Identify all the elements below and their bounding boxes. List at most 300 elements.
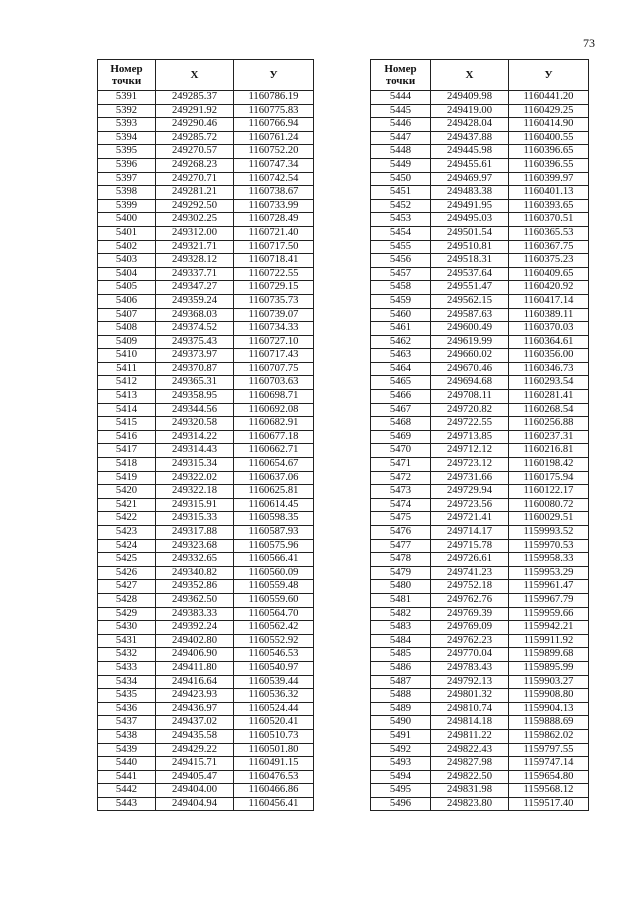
cell-x: 249317.88 (156, 526, 234, 540)
cell-y: 1160614.45 (234, 498, 314, 512)
table-row (371, 784, 589, 798)
cell-y: 1160707.75 (234, 362, 314, 376)
table-row (98, 621, 314, 635)
cell-point-number: 5456 (371, 254, 431, 268)
cell-x: 249822.43 (431, 743, 509, 757)
table-row (371, 661, 589, 675)
table-row (371, 512, 589, 526)
table-row (371, 254, 589, 268)
table-row (98, 403, 314, 417)
cell-point-number: 5414 (98, 403, 156, 417)
table-row (371, 716, 589, 730)
table-row (98, 661, 314, 675)
cell-point-number: 5430 (98, 621, 156, 635)
cell-x: 249402.80 (156, 634, 234, 648)
cell-point-number: 5459 (371, 294, 431, 308)
cell-x: 249752.18 (431, 580, 509, 594)
cell-point-number: 5400 (98, 213, 156, 227)
cell-y: 1160752.20 (234, 145, 314, 159)
cell-point-number: 5447 (371, 131, 431, 145)
cell-point-number: 5475 (371, 512, 431, 526)
cell-y: 1159747.14 (509, 757, 589, 771)
cell-y: 1159961.47 (509, 580, 589, 594)
table-row (98, 498, 314, 512)
cell-y: 1159959.66 (509, 607, 589, 621)
cell-y: 1159895.99 (509, 661, 589, 675)
table-row (98, 607, 314, 621)
cell-y: 1160370.51 (509, 213, 589, 227)
table-row (98, 254, 314, 268)
cell-x: 249720.82 (431, 403, 509, 417)
cell-x: 249383.33 (156, 607, 234, 621)
cell-y: 1160520.41 (234, 716, 314, 730)
cell-y: 1160216.81 (509, 444, 589, 458)
table-row (371, 458, 589, 472)
table-body-right (371, 91, 589, 811)
table-row (98, 784, 314, 798)
cell-y: 1160738.67 (234, 186, 314, 200)
cell-x: 249368.03 (156, 308, 234, 322)
cell-point-number: 5403 (98, 254, 156, 268)
cell-y: 1160739.07 (234, 308, 314, 322)
table-row (371, 213, 589, 227)
cell-y: 1160677.18 (234, 430, 314, 444)
table-row (98, 281, 314, 295)
cell-x: 249428.04 (431, 118, 509, 132)
table-row (371, 444, 589, 458)
cell-point-number: 5485 (371, 648, 431, 662)
cell-y: 1159958.33 (509, 553, 589, 567)
cell-y: 1160365.53 (509, 226, 589, 240)
cell-y: 1160566.41 (234, 553, 314, 567)
cell-x: 249314.43 (156, 444, 234, 458)
table-row (98, 648, 314, 662)
cell-point-number: 5472 (371, 471, 431, 485)
cell-point-number: 5469 (371, 430, 431, 444)
cell-y: 1160420.92 (509, 281, 589, 295)
cell-y: 1160637.06 (234, 471, 314, 485)
cell-y: 1160389.11 (509, 308, 589, 322)
cell-x: 249762.76 (431, 593, 509, 607)
cell-x: 249694.68 (431, 376, 509, 390)
cell-point-number: 5458 (371, 281, 431, 295)
cell-point-number: 5484 (371, 634, 431, 648)
cell-y: 1160654.67 (234, 458, 314, 472)
cell-y: 1160559.48 (234, 580, 314, 594)
cell-y: 1160562.42 (234, 621, 314, 635)
cell-x: 249770.04 (431, 648, 509, 662)
cell-y: 1160625.81 (234, 485, 314, 499)
cell-x: 249827.98 (431, 757, 509, 771)
cell-point-number: 5424 (98, 539, 156, 553)
table-row (98, 417, 314, 431)
cell-point-number: 5439 (98, 743, 156, 757)
cell-x: 249370.87 (156, 362, 234, 376)
cell-y: 1159654.80 (509, 770, 589, 784)
cell-x: 249723.56 (431, 498, 509, 512)
cell-x: 249337.71 (156, 267, 234, 281)
cell-point-number: 5476 (371, 526, 431, 540)
table-row (98, 743, 314, 757)
cell-y: 1159903.27 (509, 675, 589, 689)
cell-y: 1160539.44 (234, 675, 314, 689)
table-row (98, 145, 314, 159)
cell-x: 249375.43 (156, 335, 234, 349)
cell-point-number: 5445 (371, 104, 431, 118)
table-row (98, 580, 314, 594)
cell-y: 1160692.08 (234, 403, 314, 417)
table-row (98, 104, 314, 118)
table-row (98, 566, 314, 580)
table-row (98, 634, 314, 648)
cell-y: 1160414.90 (509, 118, 589, 132)
table-row (371, 349, 589, 363)
cell-point-number: 5443 (98, 797, 156, 811)
cell-y: 1160703.63 (234, 376, 314, 390)
cell-point-number: 5470 (371, 444, 431, 458)
cell-y: 1160729.15 (234, 281, 314, 295)
cell-x: 249359.24 (156, 294, 234, 308)
cell-y: 1160575.96 (234, 539, 314, 553)
table-row (371, 770, 589, 784)
cell-x: 249721.41 (431, 512, 509, 526)
table-row (371, 743, 589, 757)
cell-point-number: 5427 (98, 580, 156, 594)
cell-point-number: 5433 (98, 661, 156, 675)
table-row (98, 729, 314, 743)
cell-y: 1160409.65 (509, 267, 589, 281)
table-row (371, 145, 589, 159)
cell-point-number: 5397 (98, 172, 156, 186)
cell-x: 249409.98 (431, 91, 509, 105)
cell-x: 249415.71 (156, 757, 234, 771)
cell-y: 1160375.23 (509, 254, 589, 268)
cell-x: 249312.00 (156, 226, 234, 240)
cell-y: 1160256.88 (509, 417, 589, 431)
header-x: Х (431, 60, 509, 91)
cell-y: 1160735.73 (234, 294, 314, 308)
cell-x: 249314.22 (156, 430, 234, 444)
cell-x: 249416.64 (156, 675, 234, 689)
cell-point-number: 5435 (98, 689, 156, 703)
cell-x: 249510.81 (431, 240, 509, 254)
cell-y: 1159908.80 (509, 689, 589, 703)
cell-point-number: 5494 (371, 770, 431, 784)
cell-point-number: 5463 (371, 349, 431, 363)
cell-y: 1159899.68 (509, 648, 589, 662)
cell-x: 249290.46 (156, 118, 234, 132)
cell-y: 1160786.19 (234, 91, 314, 105)
cell-point-number: 5407 (98, 308, 156, 322)
cell-point-number: 5409 (98, 335, 156, 349)
table-row (371, 634, 589, 648)
table-row (371, 118, 589, 132)
cell-x: 249404.94 (156, 797, 234, 811)
cell-x: 249814.18 (431, 716, 509, 730)
cell-x: 249365.31 (156, 376, 234, 390)
cell-point-number: 5394 (98, 131, 156, 145)
cell-point-number: 5421 (98, 498, 156, 512)
cell-y: 1160456.41 (234, 797, 314, 811)
cell-y: 1160727.10 (234, 335, 314, 349)
table-row (371, 702, 589, 716)
cell-y: 1160734.33 (234, 322, 314, 336)
table-row (371, 471, 589, 485)
cell-y: 1160536.32 (234, 689, 314, 703)
cell-x: 249822.50 (431, 770, 509, 784)
cell-point-number: 5391 (98, 91, 156, 105)
cell-x: 249741.23 (431, 566, 509, 580)
cell-point-number: 5483 (371, 621, 431, 635)
table-row (98, 553, 314, 567)
cell-y: 1160721.40 (234, 226, 314, 240)
cell-point-number: 5467 (371, 403, 431, 417)
table-row (98, 485, 314, 499)
cell-x: 249551.47 (431, 281, 509, 295)
cell-point-number: 5432 (98, 648, 156, 662)
cell-x: 249731.66 (431, 471, 509, 485)
cell-point-number: 5395 (98, 145, 156, 159)
cell-point-number: 5431 (98, 634, 156, 648)
cell-point-number: 5413 (98, 390, 156, 404)
cell-point-number: 5417 (98, 444, 156, 458)
table-row (371, 158, 589, 172)
cell-y: 1160401.13 (509, 186, 589, 200)
cell-point-number: 5481 (371, 593, 431, 607)
table-row (371, 566, 589, 580)
cell-point-number: 5461 (371, 322, 431, 336)
cell-point-number: 5418 (98, 458, 156, 472)
cell-point-number: 5401 (98, 226, 156, 240)
cell-point-number: 5392 (98, 104, 156, 118)
table-row (98, 226, 314, 240)
cell-point-number: 5486 (371, 661, 431, 675)
cell-y: 1160400.55 (509, 131, 589, 145)
cell-x: 249501.54 (431, 226, 509, 240)
cell-y: 1160540.97 (234, 661, 314, 675)
cell-point-number: 5398 (98, 186, 156, 200)
cell-point-number: 5422 (98, 512, 156, 526)
cell-y: 1160560.09 (234, 566, 314, 580)
cell-y: 1159953.29 (509, 566, 589, 580)
table-row (371, 131, 589, 145)
cell-x: 249783.43 (431, 661, 509, 675)
cell-y: 1160466.86 (234, 784, 314, 798)
cell-y: 1160546.53 (234, 648, 314, 662)
cell-y: 1160370.03 (509, 322, 589, 336)
cell-x: 249358.95 (156, 390, 234, 404)
table-row (98, 757, 314, 771)
cell-y: 1160587.93 (234, 526, 314, 540)
cell-point-number: 5460 (371, 308, 431, 322)
cell-x: 249712.12 (431, 444, 509, 458)
table-row (98, 689, 314, 703)
cell-y: 1160598.35 (234, 512, 314, 526)
table-row (98, 512, 314, 526)
table-row (98, 213, 314, 227)
cell-point-number: 5416 (98, 430, 156, 444)
cell-x: 249411.80 (156, 661, 234, 675)
cell-x: 249435.58 (156, 729, 234, 743)
cell-y: 1160510.73 (234, 729, 314, 743)
table-row (98, 390, 314, 404)
cell-point-number: 5455 (371, 240, 431, 254)
cell-x: 249437.88 (431, 131, 509, 145)
cell-y: 1159568.12 (509, 784, 589, 798)
table-row (371, 294, 589, 308)
cell-point-number: 5453 (371, 213, 431, 227)
cell-x: 249332.65 (156, 553, 234, 567)
cell-y: 1160722.55 (234, 267, 314, 281)
cell-point-number: 5448 (371, 145, 431, 159)
cell-point-number: 5412 (98, 376, 156, 390)
cell-point-number: 5490 (371, 716, 431, 730)
table-row (98, 199, 314, 213)
table-row (371, 308, 589, 322)
cell-x: 249455.61 (431, 158, 509, 172)
cell-x: 249320.58 (156, 417, 234, 431)
cell-point-number: 5482 (371, 607, 431, 621)
table-row (98, 118, 314, 132)
cell-point-number: 5479 (371, 566, 431, 580)
cell-point-number: 5437 (98, 716, 156, 730)
cell-x: 249429.22 (156, 743, 234, 757)
cell-x: 249562.15 (431, 294, 509, 308)
table-row (98, 675, 314, 689)
cell-point-number: 5436 (98, 702, 156, 716)
cell-point-number: 5434 (98, 675, 156, 689)
cell-x: 249670.46 (431, 362, 509, 376)
cell-y: 1160293.54 (509, 376, 589, 390)
cell-x: 249406.90 (156, 648, 234, 662)
cell-x: 249729.94 (431, 485, 509, 499)
cell-x: 249810.74 (431, 702, 509, 716)
cell-y: 1160717.50 (234, 240, 314, 254)
cell-point-number: 5478 (371, 553, 431, 567)
cell-point-number: 5419 (98, 471, 156, 485)
table-row (371, 267, 589, 281)
cell-point-number: 5462 (371, 335, 431, 349)
cell-x: 249374.52 (156, 322, 234, 336)
table-row (371, 729, 589, 743)
cell-y: 1160775.83 (234, 104, 314, 118)
table-row (371, 417, 589, 431)
cell-point-number: 5411 (98, 362, 156, 376)
cell-x: 249321.71 (156, 240, 234, 254)
cell-point-number: 5440 (98, 757, 156, 771)
table-row (371, 322, 589, 336)
cell-point-number: 5487 (371, 675, 431, 689)
cell-point-number: 5425 (98, 553, 156, 567)
cell-y: 1160237.31 (509, 430, 589, 444)
cell-y: 1160367.75 (509, 240, 589, 254)
cell-x: 249587.63 (431, 308, 509, 322)
cell-x: 249405.47 (156, 770, 234, 784)
header-point-number: Номер точки (371, 60, 431, 91)
cell-x: 249495.03 (431, 213, 509, 227)
cell-point-number: 5441 (98, 770, 156, 784)
cell-y: 1160029.51 (509, 512, 589, 526)
cell-x: 249281.21 (156, 186, 234, 200)
table-row (98, 444, 314, 458)
table-row (371, 675, 589, 689)
cell-y: 1160396.55 (509, 158, 589, 172)
cell-x: 249491.95 (431, 199, 509, 213)
cell-y: 1160682.91 (234, 417, 314, 431)
cell-y: 1159993.52 (509, 526, 589, 540)
table-row (98, 539, 314, 553)
cell-point-number: 5446 (371, 118, 431, 132)
cell-x: 249769.39 (431, 607, 509, 621)
cell-y: 1160718.41 (234, 254, 314, 268)
cell-point-number: 5404 (98, 267, 156, 281)
cell-y: 1160564.70 (234, 607, 314, 621)
cell-x: 249323.68 (156, 539, 234, 553)
cell-x: 249714.17 (431, 526, 509, 540)
cell-y: 1160393.65 (509, 199, 589, 213)
cell-x: 249619.99 (431, 335, 509, 349)
cell-x: 249423.93 (156, 689, 234, 703)
table-row (98, 308, 314, 322)
cell-point-number: 5492 (371, 743, 431, 757)
cell-y: 1160698.71 (234, 390, 314, 404)
cell-x: 249811.22 (431, 729, 509, 743)
cell-x: 249285.37 (156, 91, 234, 105)
cell-point-number: 5429 (98, 607, 156, 621)
cell-y: 1160268.54 (509, 403, 589, 417)
cell-point-number: 5442 (98, 784, 156, 798)
cell-y: 1159517.40 (509, 797, 589, 811)
cell-y: 1159904.13 (509, 702, 589, 716)
cell-x: 249352.86 (156, 580, 234, 594)
table-row (98, 376, 314, 390)
coordinates-table-right (370, 59, 589, 811)
table-row (98, 172, 314, 186)
cell-point-number: 5426 (98, 566, 156, 580)
cell-point-number: 5468 (371, 417, 431, 431)
table-row (98, 593, 314, 607)
table-row (371, 376, 589, 390)
cell-y: 1160175.94 (509, 471, 589, 485)
cell-y: 1160346.73 (509, 362, 589, 376)
cell-x: 249600.49 (431, 322, 509, 336)
table-row (371, 390, 589, 404)
table-row (98, 240, 314, 254)
table-row (371, 226, 589, 240)
cell-point-number: 5474 (371, 498, 431, 512)
cell-y: 1160198.42 (509, 458, 589, 472)
table-row (371, 689, 589, 703)
cell-x: 249392.24 (156, 621, 234, 635)
table-row (98, 458, 314, 472)
cell-point-number: 5423 (98, 526, 156, 540)
header-point-number: Номер точки (98, 60, 156, 91)
cell-point-number: 5489 (371, 702, 431, 716)
cell-y: 1160559.60 (234, 593, 314, 607)
cell-x: 249722.55 (431, 417, 509, 431)
cell-point-number: 5393 (98, 118, 156, 132)
cell-y: 1160747.34 (234, 158, 314, 172)
cell-x: 249436.97 (156, 702, 234, 716)
table-row (98, 716, 314, 730)
table-row (371, 648, 589, 662)
cell-y: 1160728.49 (234, 213, 314, 227)
cell-y: 1160080.72 (509, 498, 589, 512)
cell-point-number: 5496 (371, 797, 431, 811)
cell-x: 249292.50 (156, 199, 234, 213)
cell-y: 1159888.69 (509, 716, 589, 730)
table-row (98, 322, 314, 336)
